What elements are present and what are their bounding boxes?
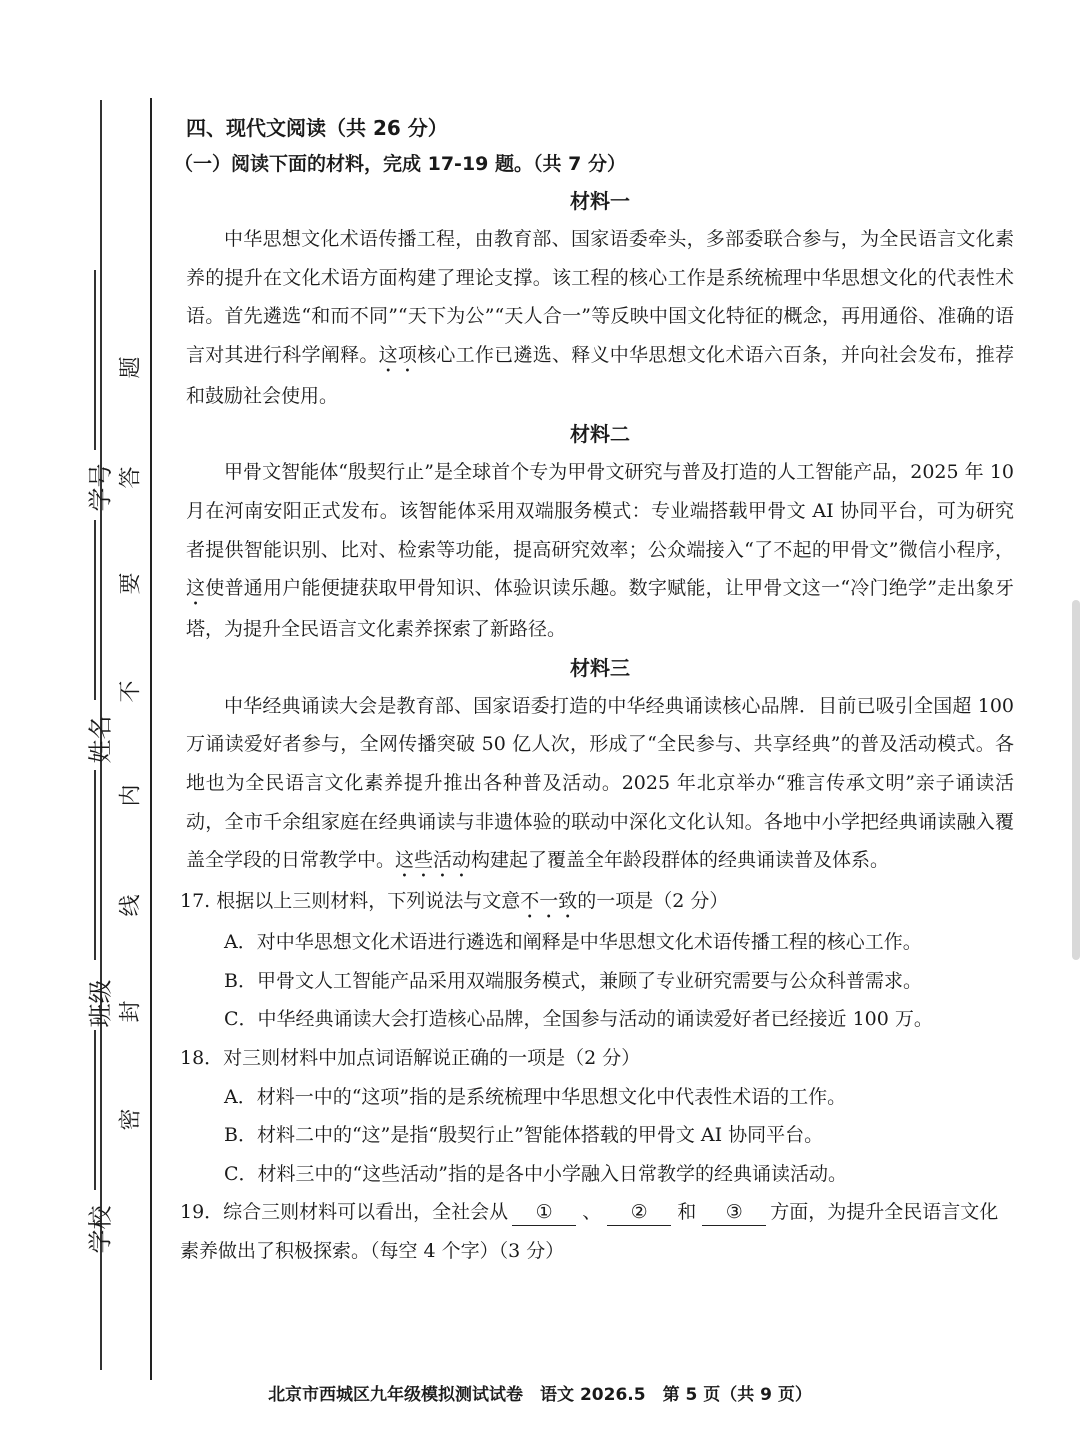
q17-option-c[interactable]: C．中华经典诵读大会打造核心品牌，全国参与活动的诵读爱好者已经接近 100 万。 <box>224 1008 933 1031</box>
seal-char: 封 <box>118 1000 144 1023</box>
q19-blank-3[interactable]: ③ <box>702 1199 766 1226</box>
page-footer: 北京市西城区九年级模拟测试试卷 语文 2026.5 第 5 页（共 9 页） <box>268 1385 812 1405</box>
student-no-label: 学号 <box>86 463 115 512</box>
q17-emphasis: 不一致 <box>520 890 578 913</box>
material-2-emphasis: 这 <box>186 577 206 600</box>
school-label: 学校 <box>86 1205 115 1254</box>
material-2-title: 材料二 <box>570 422 630 447</box>
material-1-title: 材料一 <box>570 189 630 213</box>
class-label: 班级 <box>86 979 115 1028</box>
material-1-emphasis: 这项 <box>378 343 418 366</box>
q18-option-b[interactable]: B．材料二中的“这”是指“殷契行止”智能体搭载的甲骨文 AI 协同平台。 <box>224 1124 824 1147</box>
q19-sep-2: 和 <box>677 1201 697 1224</box>
seal-char: 线 <box>118 894 144 917</box>
q17-stem-b: 的一项是（2 分） <box>577 890 729 913</box>
seal-char: 答 <box>118 466 144 489</box>
seal-char: 密 <box>118 1108 144 1131</box>
material-1-text-a: 中华思想文化术语传播工程，由教育部、国家语委牵头，多部委联合参与，为全民语言文化素养的提升在文化术语方面构建了理论支撑。该工程的核心工作是系统梳理中华思想文化的代表性术语。首先遴选“和而不同”“天下为公”“天人合一”等反映中国文化特征的概念，再用通俗、准确的语言对其进行科学阐释。 <box>186 228 1014 366</box>
q19-stem-b: 方面，为提升全民语言文化素养做出了积极探索。（每空 4 个字）（3 分） <box>180 1201 999 1262</box>
material-3-emphasis: 这些活动 <box>395 849 472 872</box>
question-18: 18．对三则材料中加点词语解说正确的一项是（2 分） <box>180 1046 641 1069</box>
material-2-text-a: 甲骨文智能体“殷契行止”是全球首个专为甲骨文研究与普及打造的人工智能产品，2025 年 10 月在河南安阳正式发布。该智能体采用双端服务模式：专业端搭载甲骨文 AI 协同平台，可为研究者提供智能识别、比对、检索等功能，提高研究效率；公众端接入“了不起的甲骨文”微信小程序， <box>186 461 1014 561</box>
name-label: 姓名 <box>86 715 115 764</box>
name-line[interactable] <box>94 520 96 700</box>
q19-blank-1[interactable]: ① <box>512 1199 576 1226</box>
material-2-text <box>186 453 1014 648</box>
section-title: 四、现代文阅读（共 26 分） <box>186 116 448 140</box>
material-1-text-b: 核心工作已遴选、释义中华思想文化术语六百条，并向社会发布，推荐和鼓励社会使用。 <box>186 343 1014 407</box>
q17-option-a[interactable]: A．对中华思想文化术语进行遴选和阐释是中华思想文化术语传播工程的核心工作。 <box>224 931 922 954</box>
material-2-text-b: 使普通用户能便捷获取甲骨知识、体验识读乐趣。数字赋能，让甲骨文这一“冷门绝学”走出象牙塔，为提升全民语言文化素养探索了新路径。 <box>186 577 1014 641</box>
margin-line-seal <box>150 98 152 1380</box>
material-3-text <box>186 687 1014 882</box>
q18-option-a[interactable]: A．材料一中的“这项”指的是系统梳理中华思想文化中代表性术语的工作。 <box>224 1085 847 1108</box>
q18-option-c[interactable]: C．材料三中的“这些活动”指的是各中小学融入日常教学的经典诵读活动。 <box>224 1162 847 1185</box>
school-line[interactable] <box>94 1030 96 1190</box>
seal-char: 不 <box>118 680 144 703</box>
question-19 <box>180 1193 1014 1270</box>
class-line[interactable] <box>94 770 96 960</box>
material-1-text <box>186 220 1014 415</box>
seal-char: 内 <box>118 784 144 807</box>
q19-stem-a: 19．综合三则材料可以看出，全社会从 <box>180 1201 509 1224</box>
material-3-title: 材料三 <box>570 655 630 680</box>
question-17 <box>180 882 1014 923</box>
seal-char: 题 <box>118 356 144 379</box>
q19-sep-1: 、 <box>582 1201 602 1224</box>
q17-option-b[interactable]: B．甲骨文人工智能产品采用双端服务模式，兼顾了专业研究需要与公众科普需求。 <box>224 969 922 992</box>
student-no-line[interactable] <box>94 270 96 450</box>
scan-shadow <box>1072 600 1080 960</box>
section-subtitle: （一）阅读下面的材料，完成 17-19 题。（共 7 分） <box>174 153 626 175</box>
material-3-text-a: 中华经典诵读大会是教育部、国家语委打造的中华经典诵读核心品牌．目前已吸引全国超 100 万诵读爱好者参与，全网传播突破 50 亿人次，形成了“全民参与、共享经典”的普及活动模式。各地也为全民语言文化素养提升推出各种普及活动。2025 年北京举办“雅言传承文明”亲子诵读活动，全市千余组家庭在经典诵读与非遗体验的联动中深化文化认知。各地中小学把经典诵读融入覆盖全学段的日常教学中。 <box>186 694 1014 872</box>
material-3-text-b: 构建起了覆盖全年龄段群体的经典诵读普及体系。 <box>471 849 890 872</box>
seal-char: 要 <box>118 572 144 595</box>
q19-blank-2[interactable]: ② <box>607 1199 671 1226</box>
exam-content <box>174 110 1014 1270</box>
q17-stem-a: 17. 根据以上三则材料，下列说法与文意 <box>180 890 521 913</box>
